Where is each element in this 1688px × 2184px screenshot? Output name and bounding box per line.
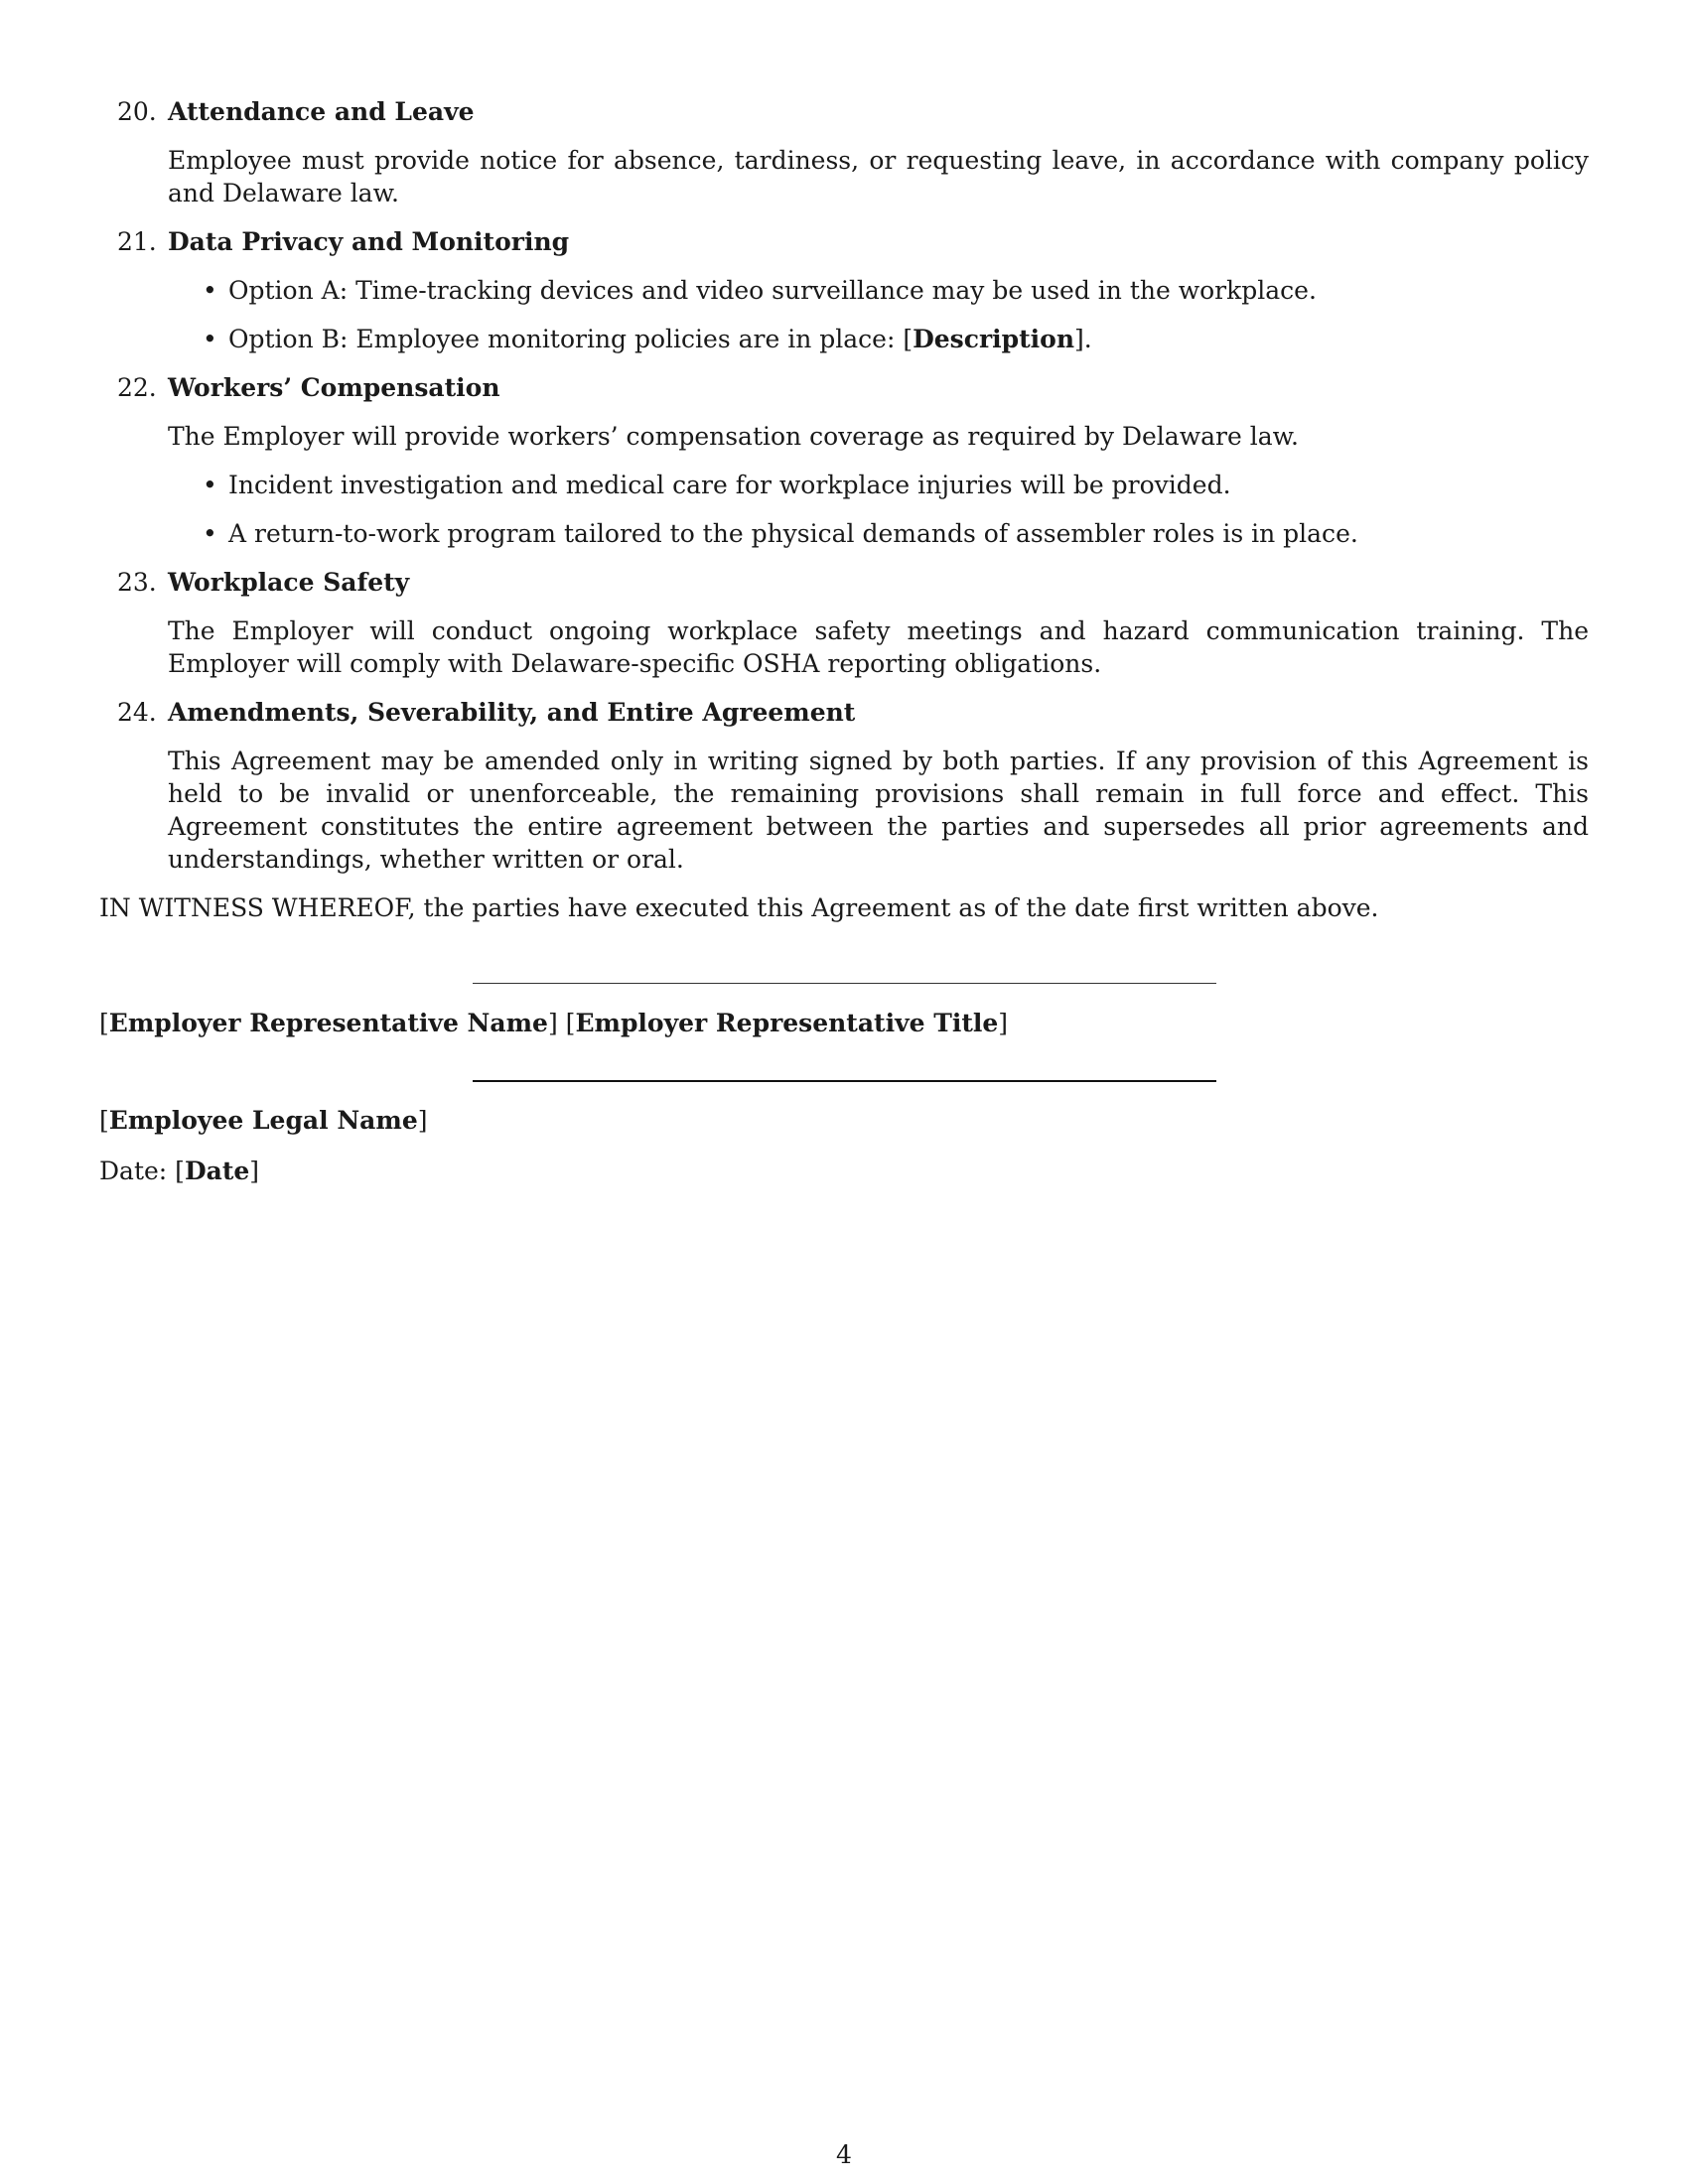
list-item-suffix: . bbox=[1083, 325, 1092, 353]
section-workers-compensation bbox=[99, 371, 1589, 550]
section-number: 22. bbox=[117, 373, 157, 402]
employer-rep-title: Employer Representative Title bbox=[575, 1009, 999, 1037]
page-number: 4 bbox=[836, 2140, 852, 2169]
section-data-privacy-and-monitoring bbox=[99, 225, 1589, 355]
section-title: Amendments, Severability, and Entire Agreement bbox=[168, 698, 856, 727]
bullet-icon: • bbox=[203, 325, 217, 353]
bullet-list bbox=[99, 469, 1589, 550]
section-number: 20. bbox=[117, 97, 157, 126]
bullet-icon: • bbox=[203, 276, 217, 305]
list-item bbox=[203, 469, 1589, 501]
employee-signature-block: [Employee Legal Name] bbox=[99, 1106, 428, 1135]
section-title: Workers’ Compensation bbox=[168, 373, 500, 402]
employer-signature-block: [Employer Representative Name] [Employer Representative Title] bbox=[99, 1009, 1009, 1037]
date-line: Date: [Date] bbox=[99, 1157, 260, 1185]
section-heading bbox=[99, 696, 1589, 729]
section-title: Data Privacy and Monitoring bbox=[168, 227, 570, 256]
employer-rep-name: Employer Representative Name bbox=[108, 1009, 548, 1037]
section-paragraph: The Employer will provide workers’ compensation coverage as required by Delaware law. bbox=[168, 422, 1299, 451]
section-workplace-safety bbox=[99, 566, 1589, 680]
section-number: 23. bbox=[117, 568, 157, 597]
document-body bbox=[99, 95, 1589, 924]
section-paragraph: Employee must provide notice for absence, tardiness, or requesting leave, in accordance with company policy and Delaware law. bbox=[168, 146, 1589, 207]
list-item bbox=[203, 517, 1589, 550]
list-item-text: Option A: Time-tracking devices and video surveillance may be used in the workplace. bbox=[228, 276, 1317, 305]
date-label: Date: bbox=[99, 1157, 176, 1185]
section-heading bbox=[99, 566, 1589, 599]
section-title: Workplace Safety bbox=[168, 568, 410, 597]
bullet-list bbox=[99, 274, 1589, 355]
list-item-text: Option B: Employee monitoring policies are in place: bbox=[228, 325, 904, 353]
section-amendments bbox=[99, 696, 1589, 876]
list-item-text: A return-to-work program tailored to the physical demands of assembler roles is in place. bbox=[228, 519, 1358, 548]
employee-signature-line bbox=[473, 1080, 1216, 1082]
date-placeholder: Date bbox=[184, 1157, 250, 1185]
section-paragraph: The Employer will conduct ongoing workplace safety meetings and hazard communication training. The Employer will comply with Delaware-specific OSHA reporting obligations. bbox=[168, 616, 1589, 678]
section-paragraph: This Agreement may be amended only in writing signed by both parties. If any provision of this Agreement is held to be invalid or unenforceable, the remaining provisions shall remain in full force and effect. This Agreement constitutes the entire agreement between the parties and supersedes all prior agreements and understandings, whether written or oral. bbox=[168, 747, 1589, 874]
description-placeholder: Description bbox=[913, 325, 1075, 353]
section-number: 24. bbox=[117, 698, 157, 727]
section-attendance-and-leave bbox=[99, 95, 1589, 209]
employer-signature-line bbox=[473, 983, 1216, 984]
list-item-text: Incident investigation and medical care for workplace injuries will be provided. bbox=[228, 471, 1231, 499]
section-heading bbox=[99, 225, 1589, 258]
witness-statement: IN WITNESS WHEREOF, the parties have executed this Agreement as of the date first written above. bbox=[99, 893, 1379, 922]
section-number: 21. bbox=[117, 227, 157, 256]
bullet-icon: • bbox=[203, 471, 217, 499]
section-heading bbox=[99, 95, 1589, 128]
bullet-icon: • bbox=[203, 519, 217, 548]
list-item: • Option B: Employee monitoring policies are in place: [Description]. bbox=[203, 325, 1092, 353]
section-heading bbox=[99, 371, 1589, 404]
list-item bbox=[203, 274, 1589, 307]
section-title: Attendance and Leave bbox=[168, 97, 475, 126]
employee-legal-name: Employee Legal Name bbox=[108, 1106, 418, 1135]
